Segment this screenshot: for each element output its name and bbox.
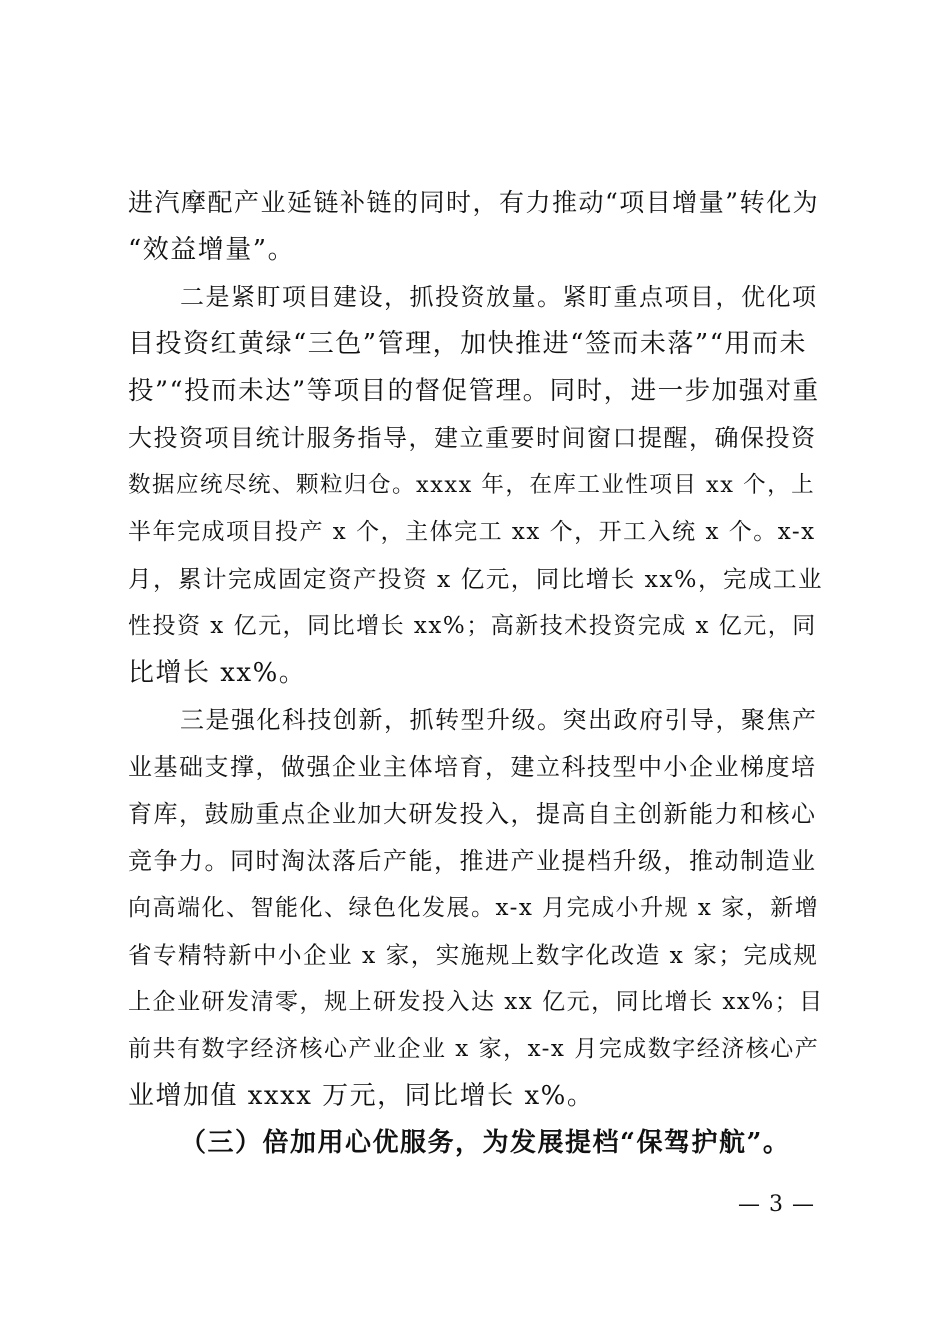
paragraph-2-line-8: 性投资 x 亿元，同比增长 xx%；高新技术投资完成 x 亿元，同 (128, 613, 817, 639)
paragraph-3-line-7: 上企业研发清零，规上研发投入达 xx 亿元，同比增长 xx%；目 (128, 989, 824, 1015)
paragraph-3-line-8: 前共有数字经济核心产业企业 x 家，x-x 月完成数字经济核心产 (128, 1036, 820, 1062)
paragraph-3-line-3: 育库，鼓励重点企业加大研发投入，提高自主创新能力和核心 (128, 800, 817, 828)
paragraph-3-line-9: 业增加值 xxxx 万元，同比增长 x%。 (128, 1081, 595, 1111)
paragraph-2-line-2: 目投资红黄绿“三色”管理，加快推进“签而未落”“用而未 (128, 329, 807, 359)
paragraph-3-line-5: 向高端化、智能化、绿色化发展。x-x 月完成小升规 x 家，新增 (128, 895, 820, 921)
paragraph-2-line-5: 数据应统尽统、颗粒归仓。xxxx 年，在库工业性项目 xx 个，上 (128, 472, 816, 498)
paragraph-3-line-1: 三是强化科技创新，抓转型升级。突出政府引导，聚焦产 (180, 706, 818, 734)
paragraph-2-line-9: 比增长 xx%。 (128, 658, 307, 688)
paragraph-3-line-6: 省专精特新中小企业 x 家，实施规上数字化改造 x 家；完成规 (128, 941, 819, 969)
paragraph-3-line-4: 竞争力。同时淘汰落后产能，推进产业提档升级，推动制造业 (128, 847, 817, 875)
paragraph-1-line-1: 进汽摩配产业延链补链的同时，有力推动“项目增量”转化为 (128, 188, 820, 217)
paragraph-2-line-3: 投”“投而未达”等项目的督促管理。同时，进一步加强对重 (128, 376, 820, 406)
paragraph-2-line-1: 二是紧盯项目建设，抓投资放量。紧盯重点项目，优化项 (180, 283, 818, 311)
paragraph-2-line-6: 半年完成项目投产 x 个，主体完工 xx 个，开工入统 x 个。x-x (128, 519, 816, 545)
paragraph-1-line-2: “效益增量”。 (128, 235, 296, 265)
paragraph-2-line-7: 月，累计完成固定资产投资 x 亿元，同比增长 xx%，完成工业 (128, 565, 823, 593)
paragraph-3-line-2: 业基础支撑，做强企业主体培育，建立科技型中小企业梯度培 (128, 753, 817, 781)
paragraph-2-line-4: 大投资项目统计服务指导，建立重要时间窗口提醒，确保投资 (128, 424, 817, 452)
page-number: — 3 — (738, 1192, 815, 1217)
section-heading: （三）倍加用心优服务，为发展提档“保驾护航”。 (180, 1128, 791, 1158)
